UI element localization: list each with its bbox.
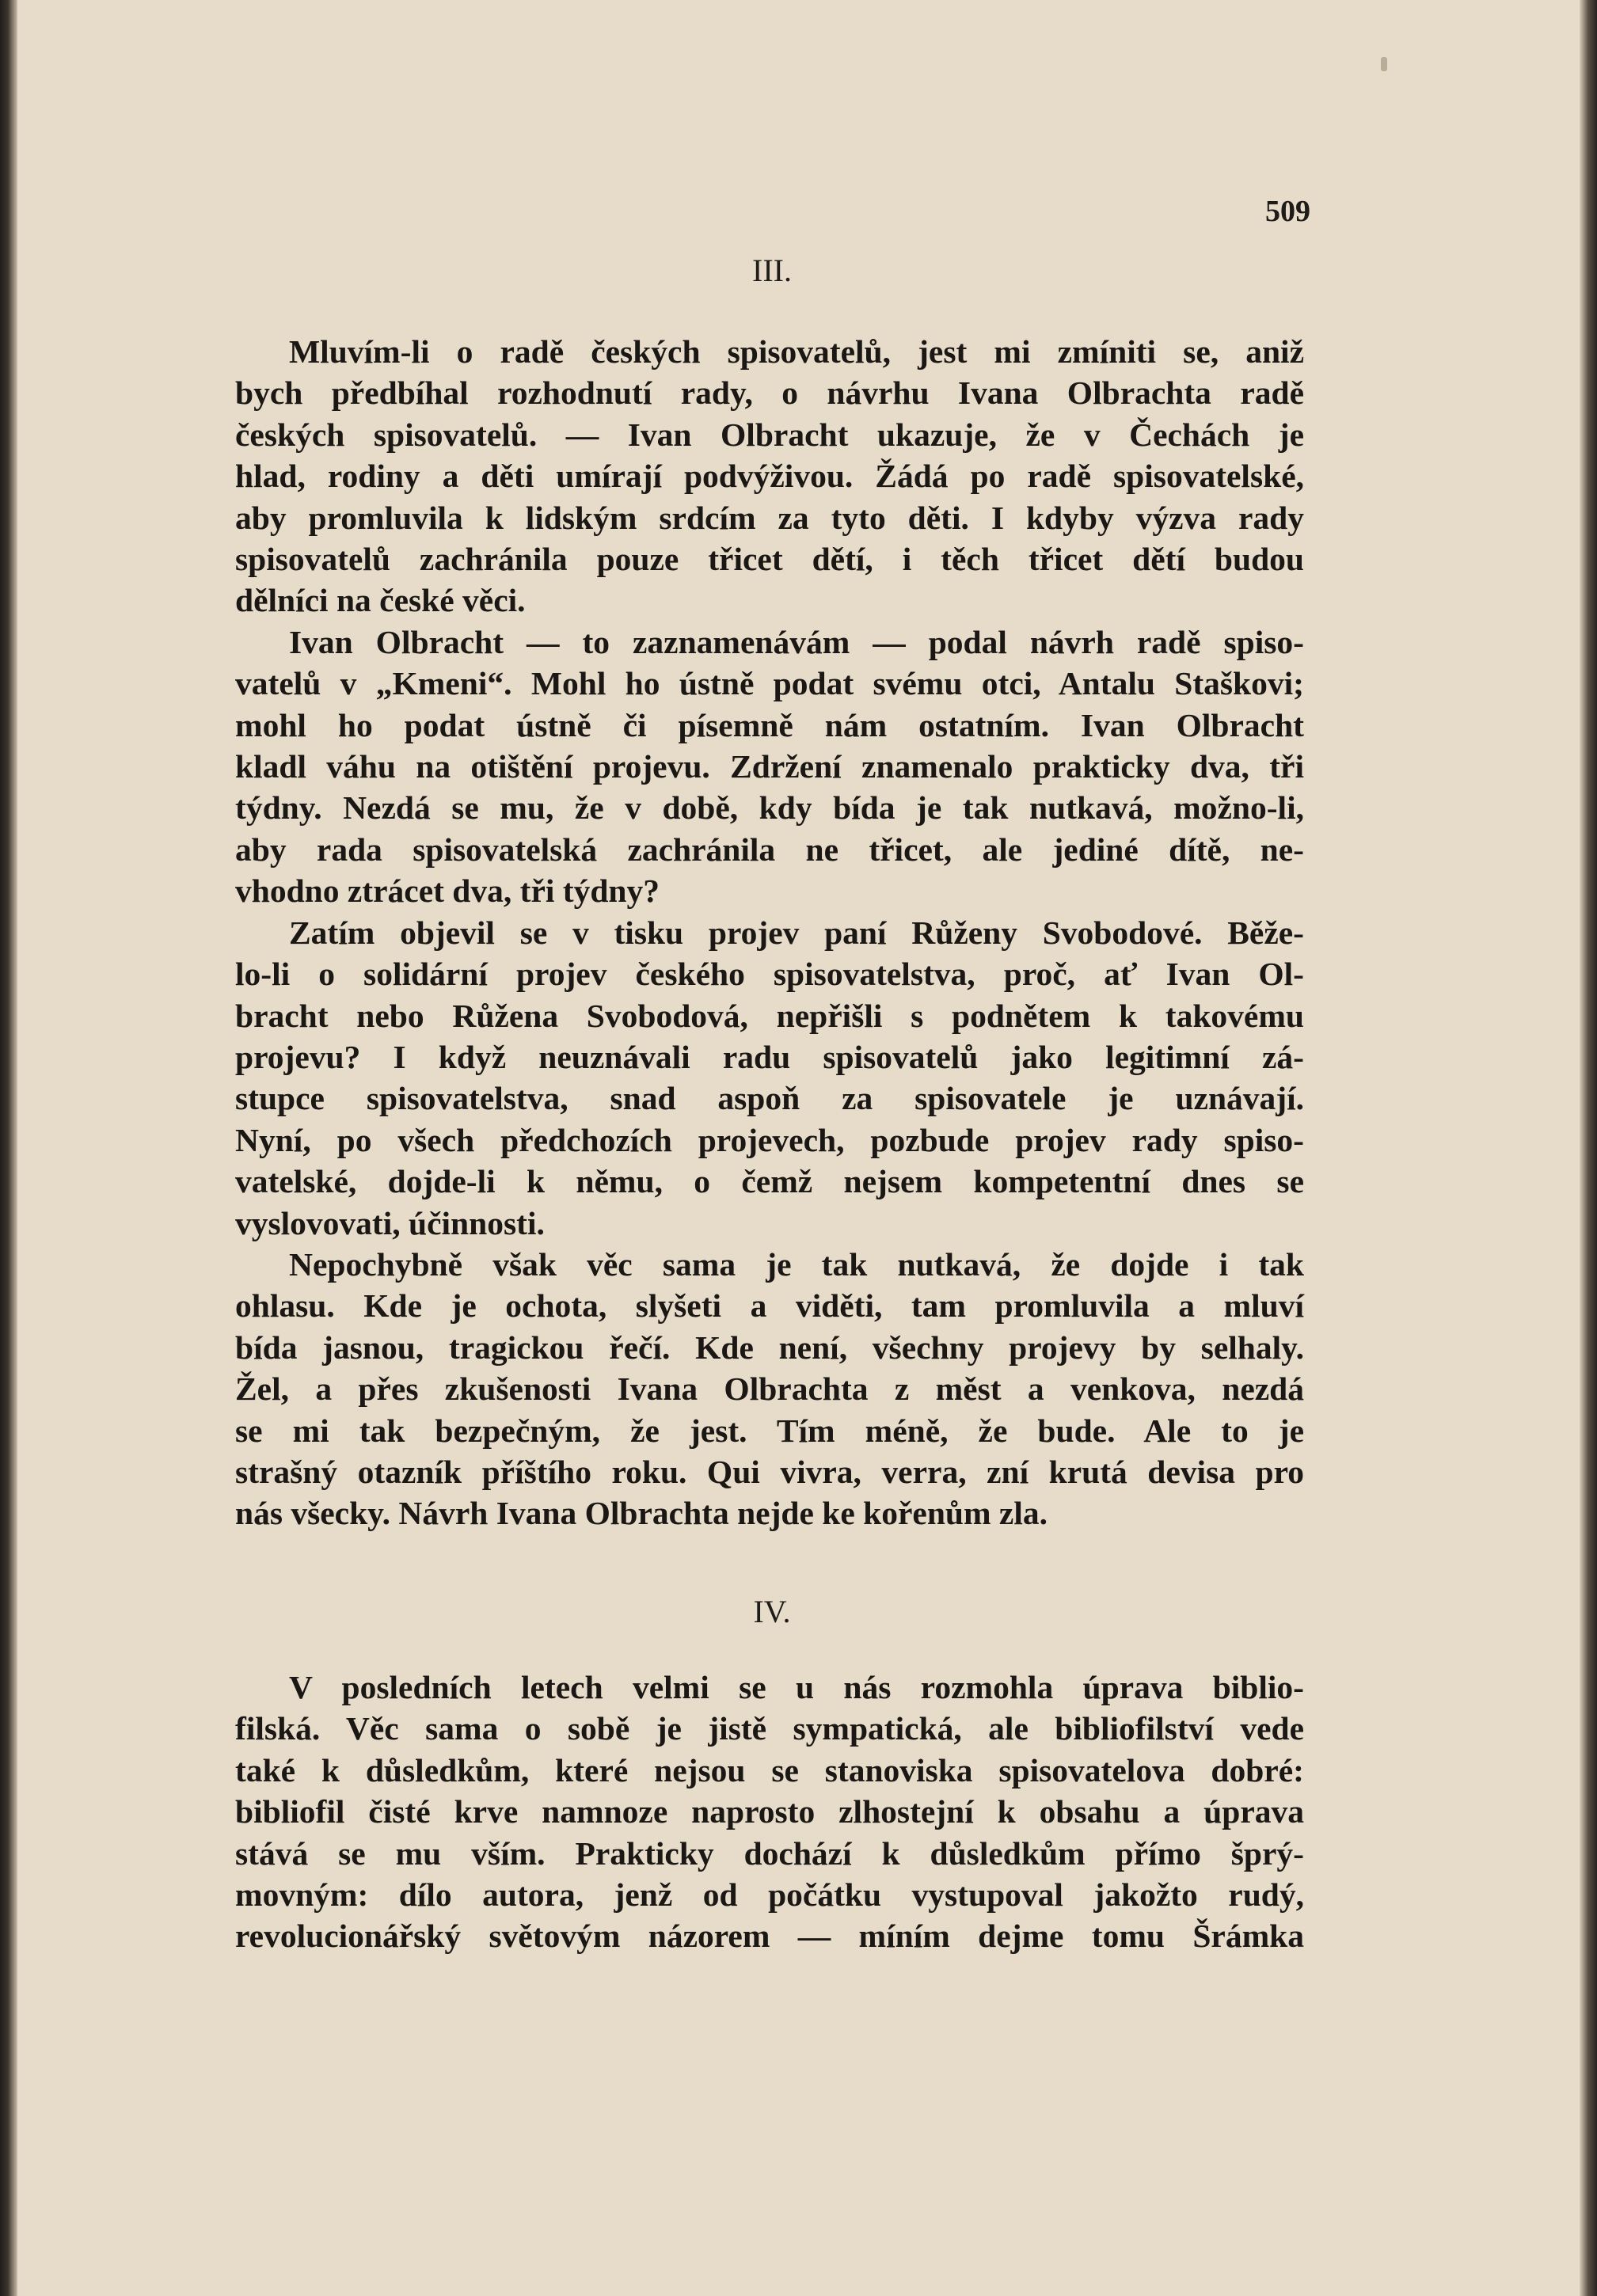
page-edge-shadow	[1580, 0, 1597, 2296]
text-line: se mi tak bezpečným, že jest. Tím méně, že bude. Ale to je	[235, 1412, 1304, 1449]
text-line: hlad, rodiny a děti umírají podvýživou. Žádá po radě spisovatelské,	[235, 458, 1304, 495]
text-line: vatelské, dojde-li k němu, o čemž nejsem kompetentní dnes se	[235, 1163, 1304, 1200]
text-line: bibliofil čisté krve namnoze naprosto zlhostejní k obsahu a úprava	[235, 1793, 1304, 1830]
paragraph	[235, 1244, 1304, 1534]
text-line: bída jasnou, tragickou řečí. Kde není, všechny projevy by selhaly.	[235, 1329, 1304, 1366]
text-line: nás všecky. Návrh Ivana Olbrachta nejde ke kořenům zla.	[235, 1495, 1048, 1532]
section-body-iii	[235, 331, 1304, 1534]
paragraph	[235, 912, 1304, 1244]
text-line: dělníci na české věci.	[235, 582, 526, 619]
text-line: vhodno ztrácet dva, tři týdny?	[235, 872, 660, 910]
text-line: filská. Věc sama o sobě je jistě sympatická, ale bibliofilství vede	[235, 1710, 1304, 1747]
text-line: spisovatelů zachránila pouze třicet dětí, i těch třicet dětí budou	[235, 541, 1304, 578]
page-number: 509	[1265, 195, 1310, 228]
text-line: movným: dílo autora, jenž od počátku vystupoval jakožto rudý,	[235, 1876, 1304, 1914]
text-line: projevu? I když neuznávali radu spisovatelů jako legitimní zá-	[235, 1038, 1304, 1075]
text-line: stává se mu vším. Prakticky dochází k důsledkům přímo šprý-	[235, 1834, 1304, 1872]
page-gutter-shadow	[0, 0, 17, 2296]
text-line: týdny. Nezdá se mu, že v době, kdy bída je tak nutkavá, možno-li,	[235, 789, 1304, 827]
text-line: bych předbíhal rozhodnutí rady, o návrhu Ivana Olbrachta radě	[235, 374, 1304, 412]
text-line: Ivan Olbracht — to zaznamenávám — podal návrh radě spiso-	[289, 623, 1304, 660]
text-line: revolucionářský světovým názorem — míním dejme tomu Šrámka	[235, 1918, 1304, 1955]
section-heading-iii: III.	[752, 253, 792, 288]
text-line: lo-li o solidární projev českého spisovatelstva, proč, ať Ivan Ol-	[235, 956, 1304, 993]
text-line: strašný otazník příštího roku. Qui vivra, verra, zní krutá devisa pro	[235, 1453, 1304, 1490]
text-line: ohlasu. Kde je ochota, slyšeti a viděti, tam promluvila a mluví	[235, 1287, 1304, 1325]
text-line: Žel, a přes zkušenosti Ivana Olbrachta z měst a venkova, nezdá	[235, 1370, 1304, 1408]
paragraph	[235, 1667, 1304, 1957]
text-line: bracht nebo Růžena Svobodová, nepřišli s podnětem k takovému	[235, 997, 1304, 1034]
text-line: Nyní, po všech předchozích projevech, pozbude projev rady spiso-	[235, 1121, 1304, 1158]
text-line: Nepochybně však věc sama je tak nutkavá, že dojde i tak	[289, 1245, 1304, 1283]
text-line: Zatím objevil se v tisku projev paní Růženy Svobodové. Běže-	[289, 914, 1304, 951]
paragraph	[235, 331, 1304, 622]
text-line: vatelů v „Kmeni“. Mohl ho ústně podat svému otci, Antalu Staškovi;	[235, 665, 1304, 702]
section-body-iv	[235, 1667, 1304, 1957]
text-line: mohl ho podat ústně či písemně nám ostatním. Ivan Olbracht	[235, 706, 1304, 743]
text-line: kladl váhu na otištění projevu. Zdržení znamenalo prakticky dva, tři	[235, 748, 1304, 785]
text-line: aby promluvila k lidským srdcím za tyto děti. I kdyby výzva rady	[235, 499, 1304, 536]
text-line: V posledních letech velmi se u nás rozmohla úprava biblio-	[289, 1669, 1304, 1705]
text-line: také k důsledkům, které nejsou se stanoviska spisovatelova dobré:	[235, 1751, 1304, 1789]
paper-speck	[1381, 57, 1387, 71]
text-line: aby rada spisovatelská zachránila ne třicet, ale jediné dítě, ne-	[235, 831, 1304, 868]
text-line: vyslovovati, účinnosti.	[235, 1204, 545, 1241]
text-line: stupce spisovatelstva, snad aspoň za spisovatele je uznávají.	[235, 1080, 1304, 1117]
paragraph	[235, 622, 1304, 912]
text-line: Mluvím-li o radě českých spisovatelů, jest mi zmíniti se, aniž	[289, 333, 1304, 370]
text-line: českých spisovatelů. — Ivan Olbracht ukazuje, že v Čechách je	[235, 416, 1304, 453]
section-heading-iv: IV.	[753, 1594, 791, 1629]
